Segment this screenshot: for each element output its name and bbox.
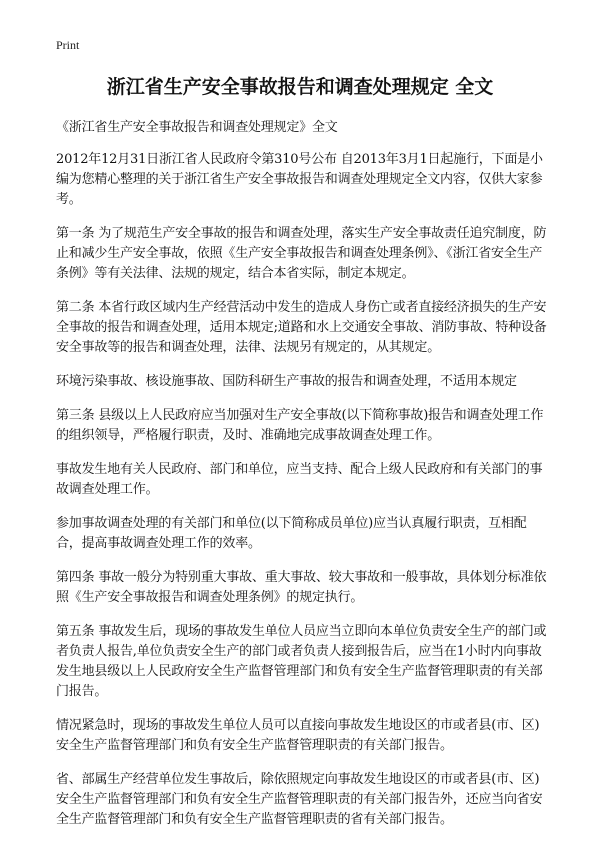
paragraph-local-support: 事故发生地有关人民政府、部门和单位，应当支持、配合上级人民政府和有关部门的事故调查处理工作。 [56,462,543,497]
paragraph-member-units: 参加事故调查处理的有关部门和单位(以下简称成员单位)应当认真履行职责，互相配合，提高事故调查处理工作的效率。 [56,516,527,551]
paragraph-article-1: 第一条 为了规范生产安全事故的报告和调查处理，落实生产安全事故责任追究制度，防止和减少生产安全事故，依照《生产安全事故报告和调查处理条例》、《浙江省安全生产条例》等有关法律、法规的规定，结合本省实际，制定本规定。 [56,226,547,281]
paragraph-article-5: 第五条 事故发生后，现场的事故发生单位人员应当立即向本单位负责安全生产的部门或者负责人报告,单位负责安全生产的部门或者负责人接到报告后，应当在1小时内向事故发生地县级以上人民政府安全生产监督管理部门和负有安全生产监督管理职责的有关部门报告。 [56,624,547,699]
paragraph-emergency-report: 情况紧急时，现场的事故发生单位人员可以直接向事故发生地设区的市或者县(市、区)安全生产监督管理部门和负有安全生产监督管理职责的有关部门报告。 [56,718,540,753]
paragraph-provincial-units: 省、部属生产经营单位发生事故后，除依照规定向事故发生地设区的市或者县(市、区)安全生产监督管理部门和负有安全生产监督管理职责的有关部门报告外，还应当向省安全生产监督管理部门和负有安全生产监督管理职责的省有关部门报告。 [56,772,543,827]
paragraph-article-2: 第二条 本省行政区域内生产经营活动中发生的造成人身伤亡或者直接经济损失的生产安全事故的报告和调查处理，适用本规定;道路和水上交通安全事故、消防事故、特种设备安全事故等的报告和调查处理，法律、法规另有规定的，从其规定。 [56,300,547,355]
paragraph-article-3: 第三条 县级以上人民政府应当加强对生产安全事故(以下简称事故)报告和调查处理工作的组织领导，严格履行职责，及时、准确地完成事故调查处理工作。 [56,408,544,443]
paragraph-exclusions: 环境污染事故、核设施事故、国防科研生产事故的报告和调查处理，不适用本规定 [56,374,517,389]
paragraph-subtitle: 《浙江省生产安全事故报告和调查处理规定》全文 [56,120,338,135]
paragraph-intro: 2012年12月31日浙江省人民政府令第310号公布 自2013年3月1日起施行，下面是小编为您精心整理的关于浙江省生产安全事故报告和调查处理规定全文内容，仅供大家参考。 [56,152,543,207]
document-body [56,118,548,844]
document-title: 浙江省生产安全事故报告和调查处理规定 全文 [106,76,494,98]
print-link[interactable]: Print [56,38,80,52]
paragraph-article-4: 第四条 事故一般分为特别重大事故、重大事故、较大事故和一般事故，具体划分标准依照《生产安全事故报告和调查处理条例》的规定执行。 [56,570,547,605]
